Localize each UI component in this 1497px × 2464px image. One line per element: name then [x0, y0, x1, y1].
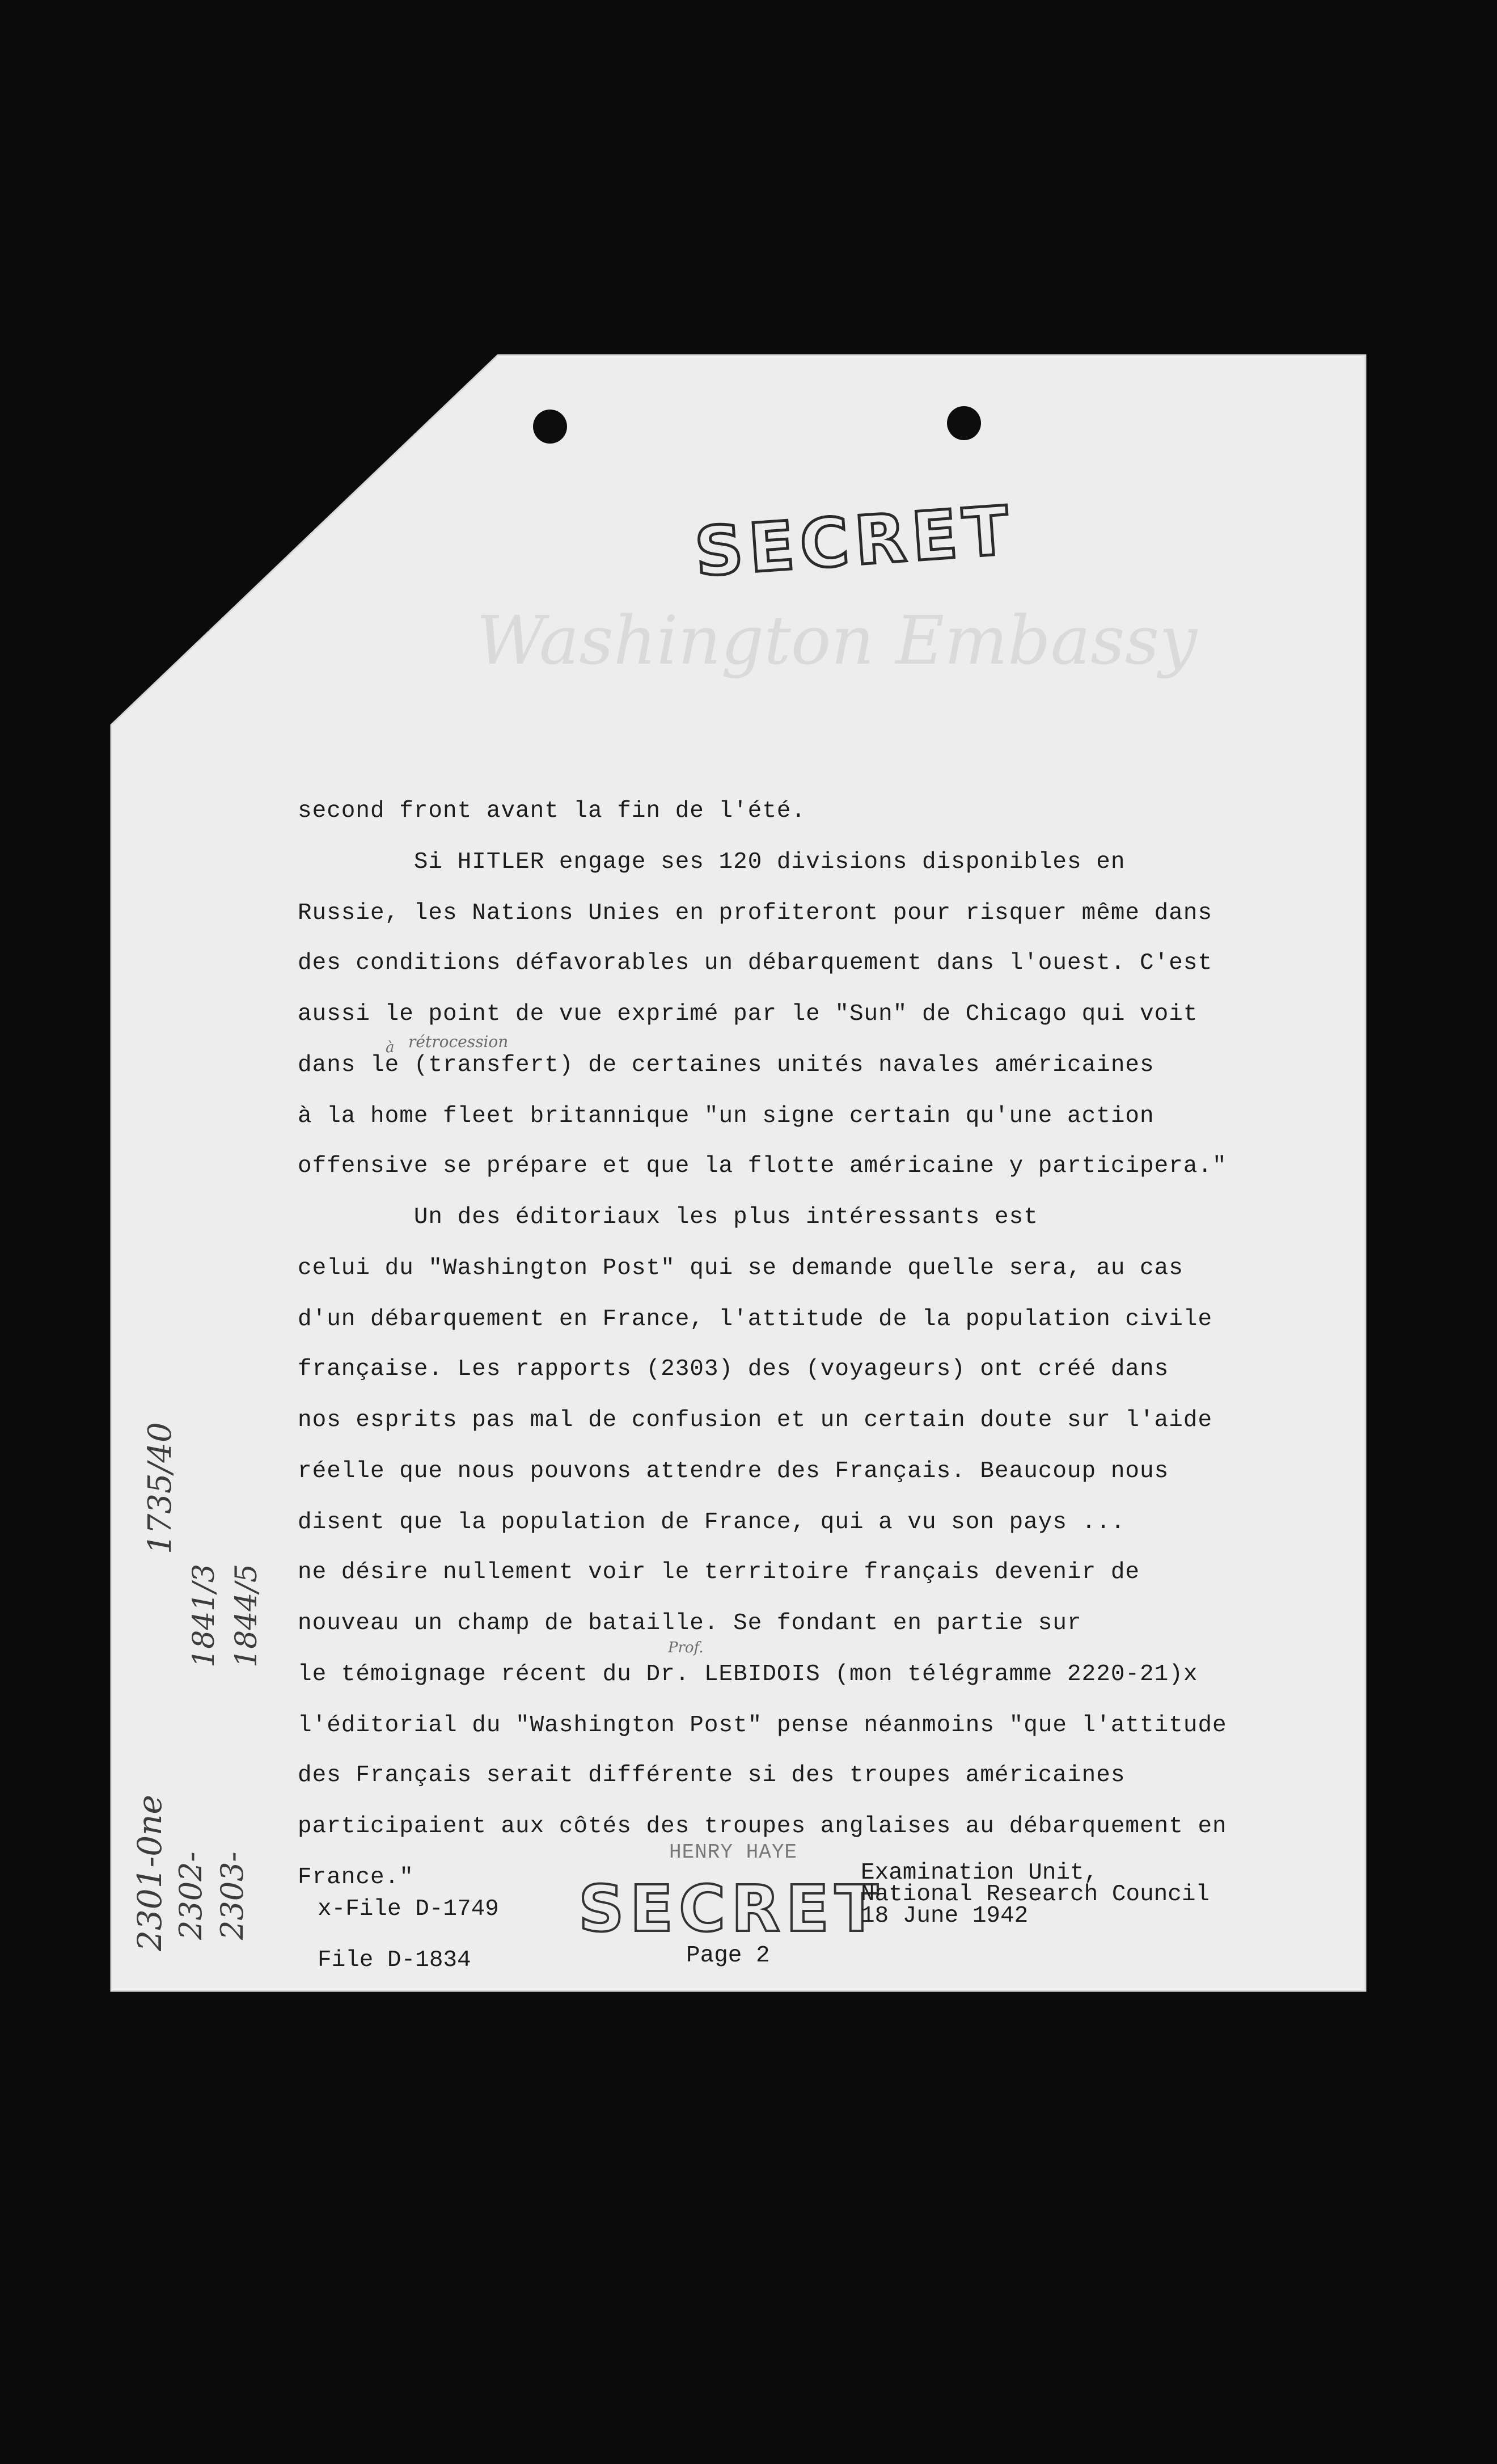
- examination-unit-line1: Examination Unit,: [861, 1860, 1098, 1886]
- handwritten-annotation-prof: Prof.: [668, 1639, 704, 1656]
- body-line: celui du "Washington Post" qui se demande quelle sera, au cas: [298, 1255, 1183, 1281]
- body-line: française. Les rapports (2303) des (voyageurs) ont créé dans: [298, 1356, 1169, 1382]
- file-reference: File D-1834: [318, 1947, 471, 1973]
- margin-note: 2303-: [214, 1851, 250, 1940]
- margin-note: 2302-: [173, 1851, 209, 1940]
- margin-note: 1844/5: [230, 1564, 264, 1668]
- body-line: nos esprits pas mal de confusion et un certain doute sur l'aide: [298, 1407, 1213, 1433]
- body-line: Si HITLER engage ses 120 divisions disponibles en: [298, 849, 1126, 875]
- body-line: à la home fleet britannique "un signe certain qu'une action: [298, 1103, 1155, 1129]
- body-line: ne désire nullement voir le territoire français devenir de: [298, 1559, 1140, 1585]
- body-line: Russie, les Nations Unies en profiteront pour risquer même dans: [298, 900, 1213, 926]
- body-line: des Français serait différente si des troupes américaines: [298, 1762, 1126, 1788]
- body-line: offensive se prépare et que la flotte américaine y participera.": [298, 1153, 1227, 1179]
- punch-hole-left: [533, 410, 567, 444]
- body-line: réelle que nous pouvons attendre des Français. Beaucoup nous: [298, 1458, 1169, 1484]
- signature-henry-haye: HENRY HAYE: [669, 1841, 798, 1864]
- handwritten-accent: à: [386, 1039, 395, 1056]
- body-line: dans le (transfert) de certaines unités navales américaines: [298, 1052, 1155, 1078]
- page-number: Page 2: [686, 1943, 770, 1969]
- secret-stamp-top: SECRET: [692, 491, 1017, 592]
- body-line: l'éditorial du "Washington Post" pense néanmoins "que l'attitude: [298, 1712, 1227, 1739]
- body-line: le témoignage récent du Dr. LEBIDOIS (mon télégramme 2220-21)x: [298, 1661, 1198, 1687]
- margin-handwriting-3: [214, 1851, 250, 1940]
- body-line: des conditions défavorables un débarquement dans l'ouest. C'est: [298, 950, 1213, 976]
- margin-note: 2301-0ne: [130, 1795, 169, 1951]
- margin-handwriting-4: [142, 1422, 179, 1554]
- xfile-reference: x-File D-1749: [318, 1896, 499, 1922]
- secret-stamp-bottom: SECRET: [578, 1872, 884, 1946]
- body-line: d'un débarquement en France, l'attitude de la population civile: [298, 1306, 1213, 1332]
- faded-header-text: Washington Embassy: [476, 601, 1197, 680]
- margin-handwriting-2: [173, 1851, 209, 1940]
- body-line: disent que la population de France, qui a vu son pays ...: [298, 1509, 1126, 1535]
- punch-hole-right: [947, 406, 981, 440]
- body-line: nouveau un champ de bataille. Se fondant en partie sur: [298, 1610, 1082, 1636]
- body-line: aussi le point de vue exprimé par le "Sun" de Chicago qui voit: [298, 1001, 1198, 1027]
- margin-handwriting-5: [187, 1564, 221, 1668]
- handwritten-annotation-retrocession: rétrocession: [408, 1032, 509, 1051]
- examination-unit-line2: National Research Council: [861, 1881, 1210, 1908]
- margin-note: 1841/3: [187, 1564, 221, 1668]
- body-line: second front avant la fin de l'été.: [298, 798, 806, 824]
- margin-handwriting: [130, 1795, 169, 1951]
- body-line: participaient aux côtés des troupes anglaises au débarquement en: [298, 1813, 1227, 1839]
- margin-note: 1735/40: [142, 1422, 179, 1554]
- examination-unit-date: 18 June 1942: [861, 1903, 1029, 1929]
- margin-handwriting-6: [230, 1564, 264, 1668]
- body-line: Un des éditoriaux les plus intéressants est: [298, 1204, 1038, 1230]
- body-line: France.": [298, 1864, 414, 1891]
